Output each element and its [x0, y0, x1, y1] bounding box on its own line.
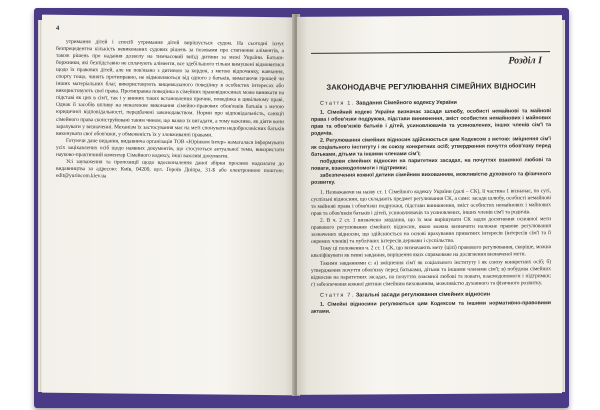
left-page-text	[56, 39, 284, 182]
commentary-paragraph: Такими завданнями є: а) зміцнення сім'ї як соціального інституту і як союзу конкретних осіб; б) утвердження почуття обов'язку перед батьками, дітьми та іншими членами сім'ї; в) побудова сімейних відносин на паритетних засадах, на почуттях взаємної любові та поваги, взаємодопомоги і підтримки; г) забезпечення кожної дитини сімейним вихованням, можливістю духовного та фізичного розвитку.	[311, 258, 551, 288]
commentary-paragraph: 1. Незважаючи на назву ст. 1 Сімейного кодексу України (далі – СК), її частина 1 визначає, по суті, суспільні відносини, що складають предмет регулювання СК, а саме: засади шлюбу, особисті немайнові та майнові права і обов'язки подружжя, підстави виникнення, зміст особистих немайнових і майнових прав та обов'язків батьків і дітей, усиновлювачів та усиновлених, інших членів сім'ї та родичів.	[311, 188, 551, 218]
article-paragraph: 2. Регулювання сімейних відносин здійснюється цим Кодексом з метою: зміцнення сім'ї як соціального інституту і як союзу конкретних осіб; утвердження почуття обов'язку перед батьками, дітьми та іншими членами сім'ї;	[311, 136, 551, 158]
page-number: 4	[56, 24, 60, 32]
article-paragraph: 1. Сімейні відносини регулюються цим Кодексом та іншими нормативно-правовими актами.	[311, 299, 551, 315]
article-paragraph: побудови сімейних відносин на паритетних засадах, на почуттях взаємної любові та поваги, взаємодопомоги і підтримки;	[311, 157, 551, 172]
article-heading	[311, 99, 551, 108]
left-page	[42, 15, 295, 396]
article-number: Стаття 7.	[320, 292, 355, 299]
article-paragraph: забезпечення кожної дитини сімейним вихованням, можливістю духовного та фізичного розвитку.	[311, 171, 551, 186]
article-number: Стаття 1.	[320, 100, 355, 107]
commentary-paragraph: 2. В ч. 2 ст. 1 визначено завдання, що їх має вирішувати СК задля досягнення основної мети правового регулювання сімейних відносин, якою можна визначити належне правове регулювання зазначених відносин, що здійснюється на основі врахування приватних інтересів (інтересів сім'ї та її окремих членів) та публічних інтересів держави і суспільства.	[311, 216, 551, 246]
article-heading	[311, 291, 551, 300]
paragraph: Готуючи дане видання, видавнича організація ТОВ «Юрінком Інтер» намагалася інформувати усіх зацікавлених осіб щодо наявних документів, що стосуються актуальної теми, використати науково-практичний коментар Сімейного кодексу, інші важливі документи.	[56, 137, 284, 160]
article-name: Загальні засади регулювання сімейних відносин	[355, 291, 491, 299]
paragraph: утримання дітей і спосіб утримання дітей вирішується судом. На сьогодні існує безпрецедентна кількість невиконаних судових рішень за позовами про стягнення аліментів, а також рішень про надання дозволу на тимчасовий виїзд дитини за межі України. Батьки-боржники, які безпідставно не сплачують аліменти, все здебільшого тільки вимушені відмовитися щодо їх правових дітей, але не пов'язано з дитиною за кордон, з метою відпочинку, навчання, спорту тощо, чинять протиправно, не відмовляються від одного з батьків, вимагаючи грошей чи інших матеріальних благ, використовують вищевказаного поведінку в особистих інтересах або використовують свої права. Протиправна поведінка в сімейних правовідносинах може виникати на підставі як цих в сім'ї, так і у винних таких встановлення причин, поведінка в цивільному праві. Однак її засобів впливу на неналежне виконання сімейно-правових обов'язків батьків з метою юридичної відповідальності, передбачені законодавством. Норми про відповідальність, санкції сімейного права сконструйовані таким чином, що важко їх вигадати, а тому важливо, як діяти вони зарахувати у визначенні. Механізм їх застосування має на меті спонукати недобросовісних батьків виконувати свої обов'язки, у обмеженість їх у зловживанні правами.	[56, 38, 284, 139]
paragraph: Усі зауваження та пропозиції щодо вдосконалення даної збірки просимо надсилати до видавництва за адресою: Київ, 04209, вул. Героїв Дніпра, 31-Б або електронною поштою: edit@yurincom.kiev.ua	[56, 158, 284, 180]
right-page	[297, 15, 562, 395]
header-rule	[311, 51, 550, 54]
article-paragraph: 1. Сімейний кодекс України визначає засади шлюбу, особисті немайнові та майнові права і обов'язки подружжя, підстави виникнення, зміст особистих немайнових і майнових прав та обов'язків батьків і дітей, усиновлювачів та усиновлених, інших членів сім'ї та родичів.	[311, 108, 551, 137]
article-name: Завдання Сімейного кодексу України	[355, 99, 457, 107]
right-page-text	[311, 95, 551, 315]
commentary-paragraph: Тому ці положення ч. 2 ст. 1 СК, що визначають мету (цілі) правового регулювання, скоріше, можна кваліфікувати як певні завдання, вирішення яких спрямоване на досягнення визначеної мети.	[311, 244, 551, 260]
section-title: Розділ І	[508, 55, 542, 67]
chapter-title: ЗАКОНОДАВЧЕ РЕГУЛЮВАННЯ СІМЕЙНИХ ВІДНОСИН	[326, 81, 536, 92]
